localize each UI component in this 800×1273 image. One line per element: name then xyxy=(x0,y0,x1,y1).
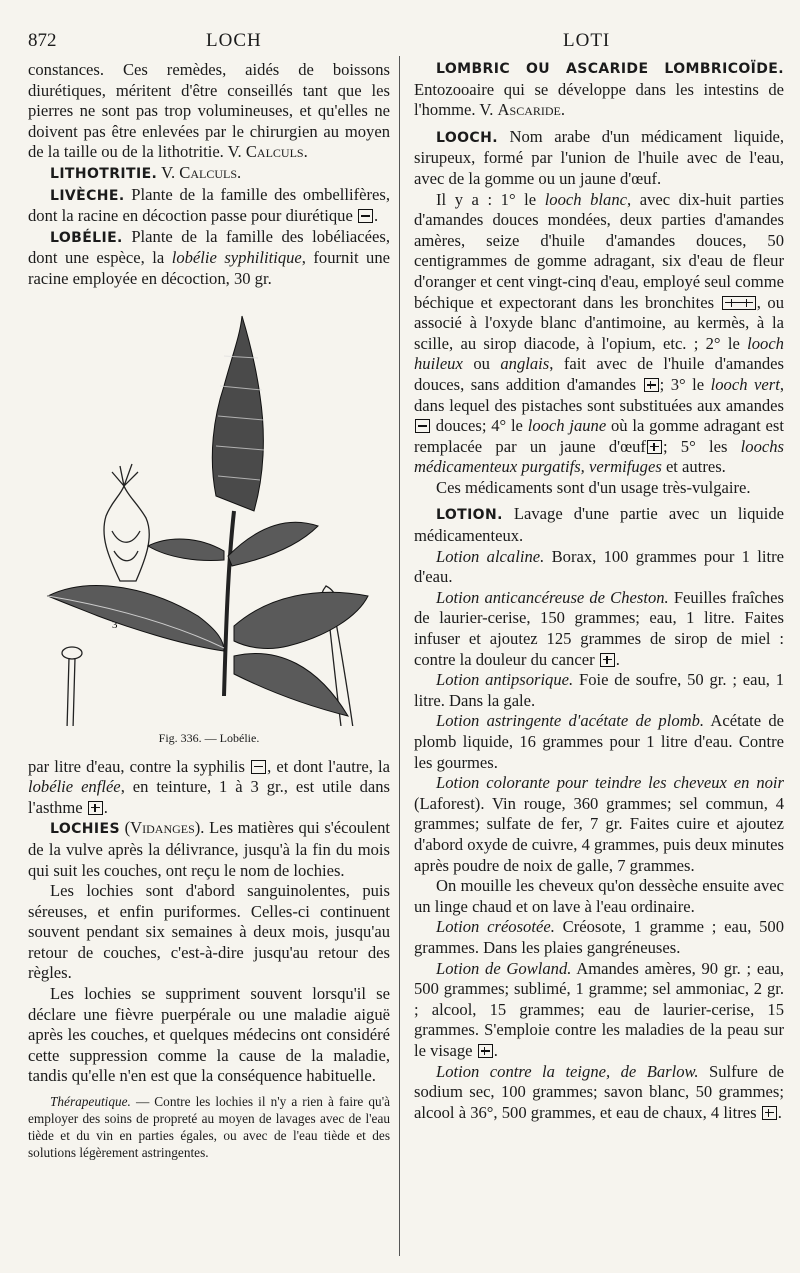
entry-lobelie: LOBÉLIE. Plante de la famille des lobéliacées, dont une espèce, la lobélie syphilitique, fournit une racine employée en décoction, 30 gr. xyxy=(28,226,391,288)
lotion-anticancereuse: Lotion anticancéreuse de Cheston. Feuilles fraîches de laurier-cerise, 150 grammes; eau, 1 litre. Faites infuser et ajoutez 125 grammes de sirop de miel : contre la douleur du cancer . xyxy=(414,587,784,669)
flower-detail-3 xyxy=(104,464,149,581)
entry-lotion: LOTION. Lavage d'une partie avec un liquide médicamenteux. xyxy=(414,504,784,546)
lotion-colorante-paragraph-2: On mouille les cheveux qu'on dessèche ensuite avec un linge chaud et on lave à l'eau ordinaire. xyxy=(414,876,784,916)
minus-box-icon xyxy=(358,209,373,223)
calculs-continuation: constances. Ces remèdes, aidés de boissons diurétiques, méritent d'être conseillés tant que les pierres ne sont pas trop volumineuses, et qu'elles ne doivent pas être enlevées par le chirurgien au moyen de la taille ou de la lithotritie. V. Calculs. xyxy=(28,60,390,162)
entry-lochies: LOCHIES (Vidanges). Les matières qui s'écoulent de la vulve après la délivrance, jusqu'à la fin du mois qui suit les couches, ont reçu le nom de lochies. xyxy=(28,818,390,880)
entry-looch: LOOCH. Nom arabe d'un médicament liquide, sirupeux, formé par l'union de l'huile avec de l'eau, avec de la gomme ou un jaune d'œuf. xyxy=(414,126,785,188)
headword: LITHOTRITIE. xyxy=(50,165,158,182)
double-plus-box-icon xyxy=(722,296,756,310)
headword: LOMBRIC OU ASCARIDE LOMBRICOÏDE. xyxy=(436,61,784,77)
entry-liveche: LIVÈCHE. Plante de la famille des ombellifères, dont la racine en décoction passe pour diurétique . xyxy=(28,184,390,226)
minus-box-icon xyxy=(415,419,430,433)
lotion-alcaline: Lotion alcaline. Borax, 100 grammes pour 1 litre d'eau. xyxy=(414,546,784,587)
entry-lithotritie: LITHOTRITIE. V. Calculs. xyxy=(50,162,242,182)
right-column xyxy=(414,58,784,1123)
headword: LOOCH. xyxy=(436,129,498,146)
looch-paragraph-2: Il y a : 1° le looch blanc, avec dix-huit parties d'amandes douces mondées, deux parties d'amandes amères, seize d'huile d'amandes douces, 50 centigrammes de gomme adragant, six d'eau de fleur d'oranger et cent vingt-cinq d'eau, employé seul comme béchique et expectorant dans les bronchites , ou associé à l'oxyde blanc d'antimoine, au kermès, à la scille, au sirop diacode, à l'opium, etc. ; 2° le looch huileux ou anglais, fait avec de l'huile d'amandes douces, sans addition d'amandes ; 3° le looch vert, dans lequel des pistaches sont substituées aux amandes douces; 4° le looch jaune où la gomme adragant est remplacée par un jaune d'œuf ; 5° les loochs médicamenteux purgatifs, vermifuges et autres. xyxy=(414,189,785,477)
running-head-left: LOCH xyxy=(206,30,262,51)
lobelia-plant xyxy=(48,316,368,716)
lotion-creosotee: Lotion créosotée. Créosote, 1 gramme ; eau, 500 grammes. Dans les plaies gangréneuses. xyxy=(414,917,785,957)
lobelia-illustration xyxy=(28,296,390,726)
lobelie-continuation: par litre d'eau, contre la syphilis , et dont l'autre, la lobélie enflée, en teinture, 1 à 3 gr., est utile dans l'asthme . xyxy=(28,756,391,817)
minus-box-icon xyxy=(251,760,266,774)
plus-box-icon xyxy=(600,653,615,667)
headword: LOCHIES xyxy=(50,821,120,838)
lochies-paragraph-3: Les lochies se suppriment souvent lorsqu'il se déclare une fièvre puerpérale ou une maladie aiguë après les couches, et quelques médecins ont considéré cette suppression comme la cause de la maladie, tandis qu'elle n'en est que la conséquence habituelle. xyxy=(28,984,390,1086)
lotion-antipsorique: Lotion antipsorique. Foie de soufre, 50 gr. ; eau, 1 litre. Dans la gale. xyxy=(414,670,784,710)
entry-lombric: LOMBRIC OU ASCARIDE LOMBRICOÏDE. Entozooaire qui se développe dans les intestins de l'homme. V. Ascaride. xyxy=(414,61,784,120)
left-column xyxy=(28,60,390,1161)
lochies-paragraph-2: Les lochies sont d'abord sanguinolentes, puis séreuses, et enfin puriformes. Celles-ci continuent souvent pendant six semaines à deux mois, jusqu'au retour de couches, c'est-à-dire jusqu'au retour des règles. xyxy=(28,881,390,983)
pistil-detail-2 xyxy=(52,647,85,726)
page-header xyxy=(28,30,776,54)
plus-box-icon xyxy=(478,1044,493,1058)
page-number: 872 xyxy=(28,30,57,51)
plus-box-icon xyxy=(644,378,659,392)
figure-caption: Fig. 336. — Lobélie. xyxy=(158,730,260,745)
column-divider xyxy=(399,56,400,1256)
lotion-gowland: Lotion de Gowland. Amandes amères, 90 gr. ; eau, 500 grammes; sublimé, 1 gramme; sel ammoniac, 2 gr. ; alcool, 15 grammes; eau de laurier-cerise, 15 grammes. S'emploie contre les maladies de la peau sur le visage . xyxy=(414,958,785,1060)
lotion-teigne: Lotion contre la teigne, de Barlow. Sulfure de sodium sec, 100 grammes; savon blanc, 50 grammes; alcool à 36°, 500 grammes, et eau de chaux, 4 litres . xyxy=(414,1061,784,1122)
headword: LOBÉLIE. xyxy=(50,229,123,246)
lotion-astringente: Lotion astringente d'acétate de plomb. Acétate de plomb liquide, 16 grammes pour 1 litre d'eau. Contre les gourmes. xyxy=(414,711,785,772)
plus-box-icon xyxy=(88,801,103,815)
looch-paragraph-3: Ces médicaments sont d'un usage très-vulgaire. xyxy=(436,477,751,497)
headword: LIVÈCHE. xyxy=(50,187,125,204)
running-head-right: LOTI xyxy=(563,30,611,51)
lobelia-figure xyxy=(28,296,390,751)
plus-box-icon xyxy=(762,1106,777,1120)
plus-box-icon xyxy=(647,440,662,454)
fig-label-3: 3 xyxy=(112,618,118,631)
therapeutique-note: Thérapeutique. — Contre les lochies il n'y a rien à faire qu'à employer des soins de propreté au moyen de lavages avec de l'eau tiède et du vin en parties égales, ou avec de l'eau tiède et des solutions légèrement astringentes. xyxy=(28,1094,390,1161)
headword: LOTION. xyxy=(436,507,503,524)
lotion-colorante: Lotion colorante pour teindre les cheveux en noir (Laforest). Vin rouge, 360 grammes; sel commun, 4 grammes; sulfate de fer, 7 gr. Faites cuire et ajoutez d'abord oxyde de cuivre, 4 grammes, puis deux minutes après poudre de noix de galle, 7 grammes. xyxy=(414,773,784,875)
